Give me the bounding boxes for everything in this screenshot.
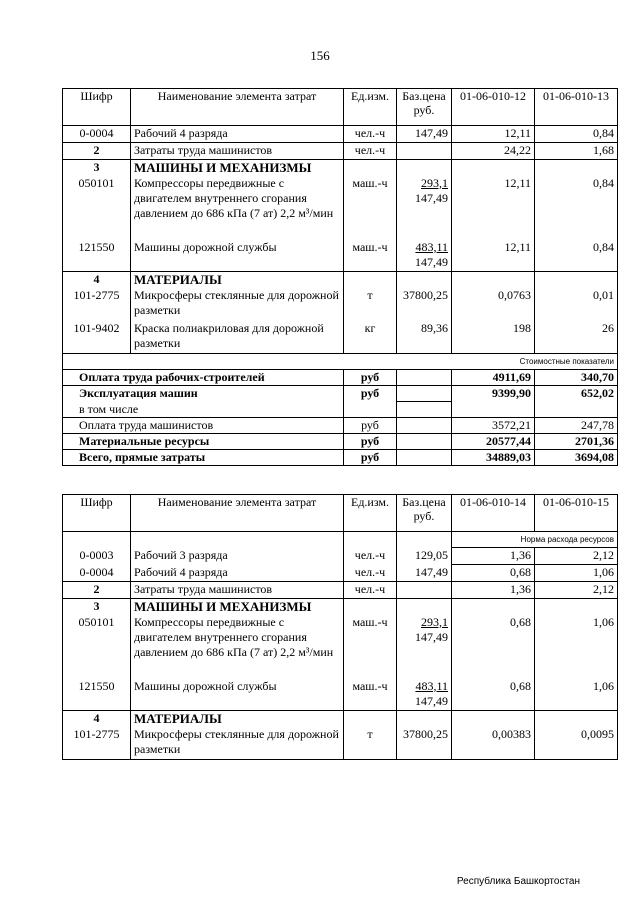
header-code: Шифр xyxy=(63,89,131,126)
row-code: 121550 xyxy=(63,240,131,272)
row-value-1: 24,22 xyxy=(452,143,535,160)
summary-row xyxy=(63,450,618,466)
section-row xyxy=(63,711,618,727)
row-code: 101-2775 xyxy=(63,288,131,321)
section-title: МАТЕРИАЛЫ xyxy=(131,711,344,727)
summary-unit: руб xyxy=(344,386,397,402)
footer-region: Республика Башкортостан xyxy=(456,876,580,887)
row-unit: чел.-ч xyxy=(344,582,397,599)
row-price: 129,05 xyxy=(397,548,452,565)
row-code: 121550 xyxy=(63,679,131,711)
row-value-1: 0,0763 xyxy=(452,288,535,321)
summary-value-1: 20577,44 xyxy=(452,434,535,450)
table-row xyxy=(63,565,618,582)
row-price: 147,49 xyxy=(397,126,452,143)
summary-value-2: 3694,08 xyxy=(535,450,618,466)
row-name: Затраты труда машинистов xyxy=(131,582,344,599)
section-code: 4 xyxy=(63,272,131,288)
table-row xyxy=(63,240,618,272)
row-code: 0-0003 xyxy=(63,548,131,565)
header-unit: Ед.изм. xyxy=(344,89,397,126)
section-code: 3 xyxy=(63,160,131,176)
section-row xyxy=(63,599,618,615)
summary-label: Всего, прямые затраты xyxy=(63,450,344,466)
row-value-2: 1,68 xyxy=(535,143,618,160)
row-unit: маш.-ч xyxy=(344,615,397,679)
row-value-1: 0,00383 xyxy=(452,727,535,760)
row-value-2: 1,06 xyxy=(535,679,618,711)
summary-unit: руб xyxy=(344,434,397,450)
summary-value-1: 34889,03 xyxy=(452,450,535,466)
header-name: Наименование элемента затрат xyxy=(131,89,344,126)
summary-value-1: 9399,90 xyxy=(452,386,535,402)
row-unit: маш.-ч xyxy=(344,679,397,711)
summary-value-2: 2701,36 xyxy=(535,434,618,450)
section-title: МАТЕРИАЛЫ xyxy=(131,272,344,288)
row-value-2: 1,06 xyxy=(535,615,618,679)
header-code: Шифр xyxy=(63,495,131,532)
table-row xyxy=(63,288,618,321)
row-code: 050101 xyxy=(63,176,131,240)
row-name: Краска полиакриловая для дорожной разметки xyxy=(131,321,344,354)
price-bottom: 147,49 xyxy=(415,254,448,269)
row-value-1: 1,36 xyxy=(452,582,535,599)
row-price xyxy=(397,240,452,272)
row-price: 89,36 xyxy=(397,321,452,354)
page-number: 156 xyxy=(310,48,330,63)
row-price xyxy=(397,582,452,599)
header-unit: Ед.изм. xyxy=(344,495,397,532)
row-value-2: 0,84 xyxy=(535,240,618,272)
price-top: 293,1 xyxy=(421,614,448,629)
row-value-1: 12,11 xyxy=(452,240,535,272)
row-value-1: 12,11 xyxy=(452,176,535,240)
summary-unit: руб xyxy=(344,450,397,466)
table-row xyxy=(63,727,618,760)
row-value-2: 0,84 xyxy=(535,126,618,143)
row-price xyxy=(397,176,452,240)
row-value-2: 26 xyxy=(535,321,618,354)
header-col2: 01-06-010-13 xyxy=(535,89,618,126)
row-value-2: 1,06 xyxy=(535,565,618,582)
row-name: Компрессоры передвижные с двигателем внутреннего сгорания давлением до 686 кПа (7 ат) 2,2 м³/мин xyxy=(131,615,344,679)
table-header xyxy=(63,89,618,126)
header-col1: 01-06-010-12 xyxy=(452,89,535,126)
table-row xyxy=(63,615,618,679)
cost-indicators-label: Стоимостные показатели xyxy=(63,354,618,370)
row-unit: чел.-ч xyxy=(344,548,397,565)
row-code: 050101 xyxy=(63,615,131,679)
price-top: 483,11 xyxy=(415,678,448,693)
row-value-1: 0,68 xyxy=(452,565,535,582)
row-name: Рабочий 4 разряда xyxy=(131,126,344,143)
table-row xyxy=(63,321,618,354)
summary-unit: руб xyxy=(344,418,397,434)
row-name: Микросферы стеклянные для дорожной разметки xyxy=(131,288,344,321)
row-value-1: 1,36 xyxy=(452,548,535,565)
row-unit: чел.-ч xyxy=(344,143,397,160)
row-price xyxy=(397,679,452,711)
row-name: Машины дорожной службы xyxy=(131,679,344,711)
row-code: 101-9402 xyxy=(63,321,131,354)
row-code: 2 xyxy=(63,143,131,160)
row-code: 0-0004 xyxy=(63,565,131,582)
summary-value-1: 4911,69 xyxy=(452,370,535,386)
row-name: Рабочий 3 разряда xyxy=(131,548,344,565)
summary-value-2: 247,78 xyxy=(535,418,618,434)
row-value-2: 0,84 xyxy=(535,176,618,240)
resource-table-1 xyxy=(62,88,618,466)
row-name: Микросферы стеклянные для дорожной разметки xyxy=(131,727,344,760)
row-price: 37800,25 xyxy=(397,288,452,321)
summary-label: Оплата труда машинистов xyxy=(63,418,344,434)
norm-row xyxy=(63,532,618,548)
row-value-1: 12,11 xyxy=(452,126,535,143)
row-price: 147,49 xyxy=(397,565,452,582)
row-code: 101-2775 xyxy=(63,727,131,760)
summary-value-1: 3572,21 xyxy=(452,418,535,434)
row-code: 2 xyxy=(63,582,131,599)
row-value-1: 0,68 xyxy=(452,615,535,679)
price-bottom: 147,49 xyxy=(415,693,448,708)
summary-row xyxy=(63,418,618,434)
row-value-1: 0,68 xyxy=(452,679,535,711)
section-row xyxy=(63,160,618,176)
row-unit: чел.-ч xyxy=(344,565,397,582)
row-price xyxy=(397,615,452,679)
row-unit: кг xyxy=(344,321,397,354)
row-code: 0-0004 xyxy=(63,126,131,143)
summary-row xyxy=(63,370,618,386)
summary-label: Эксплуатация машин xyxy=(63,386,344,402)
row-price xyxy=(397,143,452,160)
norm-label: Норма расхода ресурсов xyxy=(452,532,618,548)
summary-value-2: 652,02 xyxy=(535,386,618,402)
table-row xyxy=(63,126,618,143)
row-unit: чел.-ч xyxy=(344,126,397,143)
summary-label: Оплата труда рабочих-строителей xyxy=(63,370,344,386)
row-value-2: 2,12 xyxy=(535,582,618,599)
table-header xyxy=(63,495,618,532)
row-price: 37800,25 xyxy=(397,727,452,760)
row-name: Затраты труда машинистов xyxy=(131,143,344,160)
summary-row xyxy=(63,402,618,418)
summary-label: Материальные ресурсы xyxy=(63,434,344,450)
row-value-1: 198 xyxy=(452,321,535,354)
header-price: Баз.цена руб. xyxy=(397,495,452,532)
resource-table-2 xyxy=(62,494,618,760)
row-value-2: 2,12 xyxy=(535,548,618,565)
summary-unit: руб xyxy=(344,370,397,386)
summary-row xyxy=(63,386,618,402)
section-row xyxy=(63,272,618,288)
row-unit: т xyxy=(344,288,397,321)
price-top: 293,1 xyxy=(421,175,448,190)
header-col2: 01-06-010-15 xyxy=(535,495,618,532)
summary-value-2: 340,70 xyxy=(535,370,618,386)
summary-row xyxy=(63,434,618,450)
row-name: Рабочий 4 разряда xyxy=(131,565,344,582)
price-bottom: 147,49 xyxy=(415,190,448,205)
header-col1: 01-06-010-14 xyxy=(452,495,535,532)
table-row xyxy=(63,582,618,599)
row-name: Машины дорожной службы xyxy=(131,240,344,272)
section-title: МАШИНЫ И МЕХАНИЗМЫ xyxy=(131,599,344,615)
price-bottom: 147,49 xyxy=(415,629,448,644)
header-price: Баз.цена руб. xyxy=(397,89,452,126)
header-name: Наименование элемента затрат xyxy=(131,495,344,532)
table-row xyxy=(63,679,618,711)
row-unit: т xyxy=(344,727,397,760)
row-unit: маш.-ч xyxy=(344,240,397,272)
row-name: Компрессоры передвижные с двигателем внутреннего сгорания давлением до 686 кПа (7 ат) 2,2 м³/мин xyxy=(131,176,344,240)
section-code: 3 xyxy=(63,599,131,615)
row-value-2: 0,0095 xyxy=(535,727,618,760)
row-value-2: 0,01 xyxy=(535,288,618,321)
row-unit: маш.-ч xyxy=(344,176,397,240)
cost-indicators-row xyxy=(63,354,618,370)
section-title: МАШИНЫ И МЕХАНИЗМЫ xyxy=(131,160,344,176)
table-row xyxy=(63,548,618,565)
summary-label: в том числе xyxy=(63,402,344,418)
table-row xyxy=(63,176,618,240)
table-row xyxy=(63,143,618,160)
section-code: 4 xyxy=(63,711,131,727)
price-top: 483,11 xyxy=(415,239,448,254)
